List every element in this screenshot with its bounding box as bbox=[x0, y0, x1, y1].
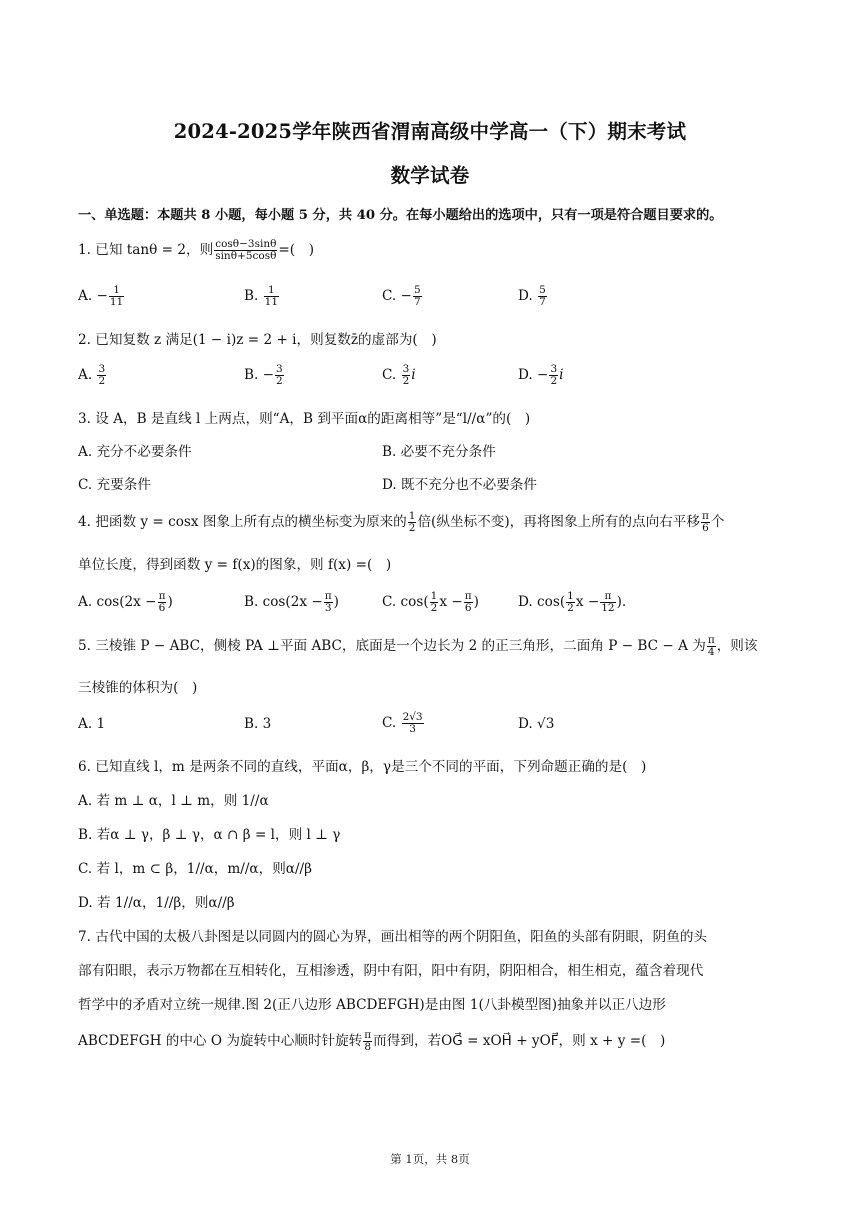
q5-option-b: B. 3 bbox=[244, 716, 272, 732]
q6-option-c: C. 若 l，m ⊂ β，1//α，m//α，则α//β bbox=[78, 861, 312, 877]
q1-frac-den: sinθ+5cosθ bbox=[215, 250, 277, 262]
question-4-line-2: 单位长度，得到函数 y = f(x)的图象，则 f(x) =( ) bbox=[78, 557, 392, 573]
question-2-stem: 2. 已知复数 z 满足(1 − i)z = 2 + i，则复数z̄的虚部为( ) bbox=[78, 332, 437, 348]
question-3-stem: 3. 设 A，B 是直线 l 上两点，则“A，B 到平面α的距离相等”是“l//α”的( ) bbox=[78, 411, 531, 427]
q1-stem-text: 1. 已知 tanθ = 2，则 bbox=[78, 242, 214, 258]
question-1-stem bbox=[78, 238, 314, 262]
q3-option-c: C. 充要条件 bbox=[78, 477, 151, 493]
q4-option-c: C. cos( $\frac{1}{2}$ x − $\frac{\pi}{6}$ ) bbox=[382, 590, 479, 615]
q2-option-d: D. − $\frac{3}{2}$ i bbox=[518, 363, 564, 388]
q1-frac-num: cosθ−3sinθ bbox=[215, 237, 277, 250]
q6-option-b: B. 若α ⊥ γ，β ⊥ γ，α ∩ β = l，则 l ⊥ γ bbox=[78, 827, 341, 843]
q6-option-a: A. 若 m ⊥ α，l ⊥ m，则 1//α bbox=[78, 793, 269, 809]
question-7-line-3: 哲学中的矛盾对立统一规律.图 2(正八边形 ABCDEFGH)是由图 1(八卦模型图)抽象并以正八边形 bbox=[78, 997, 666, 1013]
q1-option-b: B. $\frac{1}{11}$ bbox=[244, 284, 279, 309]
q4-option-b: B. cos(2x − $\frac{\pi}{3}$ ) bbox=[244, 590, 339, 615]
q2-option-c: C. $\frac{3}{2}$ i bbox=[382, 363, 416, 388]
question-5-line-1: 5. 三棱锥 P − ABC，侧棱 PA ⊥平面 ABC，底面是一个边长为 2 的正三角形，二面角 P − BC − A 为 $\frac{\pi}{4}$ ，则该 bbox=[78, 633, 758, 658]
q1-stem-end: =( ) bbox=[278, 242, 315, 258]
exam-subtitle: 数学试卷 bbox=[390, 164, 470, 187]
q3-option-b: B. 必要不充分条件 bbox=[382, 444, 496, 460]
q3-option-a: A. 充分不必要条件 bbox=[78, 444, 192, 460]
question-6-stem: 6. 已知直线 l，m 是两条不同的直线，平面α，β，γ是三个不同的平面，下列命题正确的是( ) bbox=[78, 759, 647, 775]
question-4-line-1: 4. 把函数 y = cosx 图象上所有点的横坐标变为原来的 $\frac{1}{2}$ 倍(纵坐标不变)，再将图象上所有的点向右平移 $\frac{\pi}{6}$ 个 bbox=[78, 509, 725, 534]
section-heading: 一、单选题：本题共 8 小题，每小题 5 分，共 40 分。在每小题给出的选项中，只有一项是符合题目要求的。 bbox=[78, 208, 723, 223]
q6-option-d: D. 若 1//α，1//β，则α//β bbox=[78, 895, 235, 911]
q1-option-d: D. $\frac{5}{7}$ bbox=[518, 284, 546, 309]
q5-option-c: C. $\frac{2√3}{3}$ bbox=[382, 711, 423, 736]
question-7-line-2: 部有阳眼，表示万物都在互相转化，互相渗透，阴中有阳，阳中有阴，阴阳相合，相生相克，蕴含着现代 bbox=[78, 963, 704, 979]
q5-option-a: A. 1 bbox=[78, 716, 106, 732]
q4-option-a: A. cos(2x − $\frac{\pi}{6}$ ) bbox=[78, 590, 173, 615]
q1-option-c: C. − $\frac{5}{7}$ bbox=[382, 284, 421, 309]
q2-option-a: A. $\frac{3}{2}$ bbox=[78, 363, 106, 388]
q4-option-d: D. cos( $\frac{1}{2}$ x − $\frac{\pi}{12}$ ). bbox=[518, 590, 627, 615]
question-7-line-4: ABCDEFGH 的中心 O 为旋转中心顺时针旋转 $\frac{\pi}{8}$ 而得到，若OG⃗ = xOH⃗ + yOF⃗，则 x + y =( ) bbox=[78, 1028, 666, 1053]
q5-option-d: D. √3 bbox=[518, 716, 555, 732]
question-7-line-1: 7. 古代中国的太极八卦图是以同圆内的圆心为界，画出相等的两个阴阳鱼，阳鱼的头部有阴眼，阴鱼的头 bbox=[78, 929, 708, 945]
q1-fraction bbox=[214, 239, 277, 262]
exam-title: 2024-2025学年陕西省渭南高级中学高一（下）期末考试 bbox=[173, 120, 687, 143]
q3-option-d: D. 既不充分也不必要条件 bbox=[382, 477, 537, 493]
page-footer: 第 1页，共 8页 bbox=[390, 1152, 470, 1166]
question-5-line-2: 三棱锥的体积为( ) bbox=[78, 680, 198, 696]
q2-option-b: B. − $\frac{3}{2}$ bbox=[244, 363, 283, 388]
q1-option-a: A. − $\frac{1}{11}$ bbox=[78, 284, 124, 309]
